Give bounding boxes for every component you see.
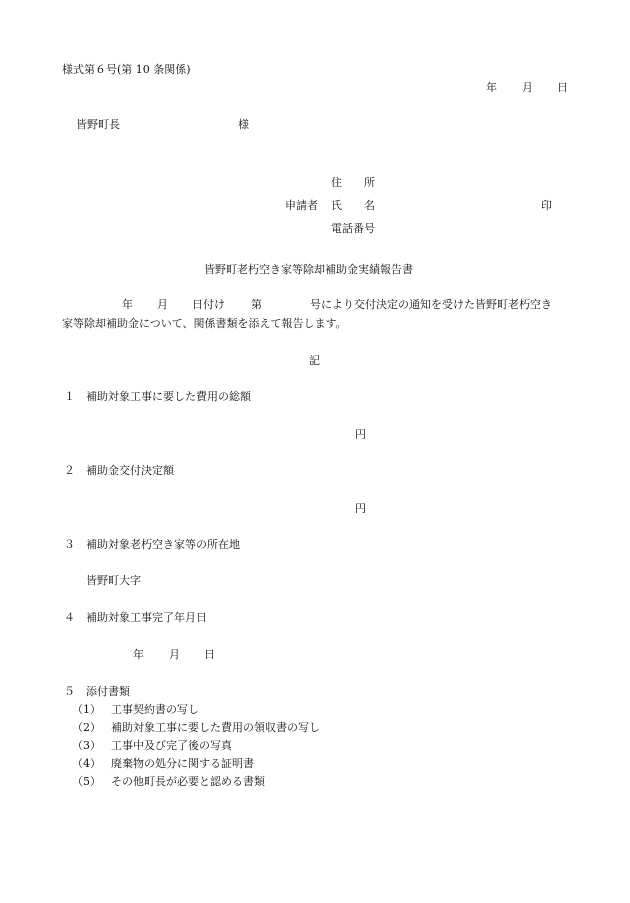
- attachment-3-number: （3）: [72, 739, 101, 752]
- name-label: 氏 名: [331, 199, 375, 212]
- item-3-number: ３: [64, 538, 75, 551]
- item-2-number: ２: [64, 464, 75, 477]
- date-year-label: 年: [486, 81, 497, 94]
- intro-line2: 家等除却補助金について、関係書類を添えて報告します。: [62, 317, 347, 330]
- attachment-3-label: 工事中及び完了後の写真: [111, 739, 232, 752]
- intro-number-prefix: 第: [251, 298, 262, 311]
- attachment-2-label: 補助対象工事に要した費用の領収書の写し: [111, 721, 320, 734]
- address-label: 住 所: [331, 176, 375, 189]
- attachment-1-number: （1）: [72, 703, 101, 716]
- intro-year: 年: [122, 298, 133, 311]
- intro-line1-rest: 号により交付決定の通知を受けた皆野町老朽空き: [310, 298, 552, 311]
- item-3-label: 補助対象老朽空き家等の所在地: [86, 538, 240, 551]
- addressee-name: 皆野町長: [76, 118, 120, 131]
- item-3-location: 皆野町大字: [86, 574, 141, 587]
- item-4-month: 月: [169, 648, 180, 661]
- date-day-label: 日: [557, 81, 568, 94]
- applicant-role-label: 申請者: [285, 199, 318, 212]
- attachment-2-number: （2）: [72, 721, 101, 734]
- date-month-label: 月: [522, 81, 533, 94]
- item-4-year: 年: [133, 648, 144, 661]
- addressee-honorific: 様: [238, 118, 249, 131]
- item-1-number: １: [64, 390, 75, 403]
- item-1-label: 補助対象工事に要した費用の総額: [86, 390, 251, 403]
- attachment-4-label: 廃棄物の処分に関する証明書: [111, 757, 254, 770]
- attachment-1-label: 工事契約書の写し: [111, 703, 199, 716]
- attachment-5-number: （5）: [72, 775, 101, 788]
- document-title: 皆野町老朽空き家等除却補助金実績報告書: [204, 263, 413, 276]
- item-1-yen-unit: 円: [355, 428, 366, 441]
- seal-mark: 印: [541, 199, 552, 212]
- form-number: 様式第６号(第 10 条関係): [62, 63, 191, 76]
- item-2-label: 補助金交付決定額: [86, 464, 174, 477]
- item-4-day: 日: [204, 648, 215, 661]
- ki-mark: 記: [309, 354, 320, 367]
- item-4-label: 補助対象工事完了年月日: [86, 611, 207, 624]
- item-2-yen-unit: 円: [355, 502, 366, 515]
- attachment-5-label: その他町長が必要と認める書類: [111, 775, 265, 788]
- item-4-number: ４: [64, 611, 75, 624]
- intro-month: 月: [157, 298, 168, 311]
- phone-label: 電話番号: [331, 222, 375, 235]
- intro-dated: 日付け: [192, 298, 225, 311]
- attachment-4-number: （4）: [72, 757, 101, 770]
- item-5-number: ５: [64, 685, 75, 698]
- item-5-label: 添付書類: [86, 685, 130, 698]
